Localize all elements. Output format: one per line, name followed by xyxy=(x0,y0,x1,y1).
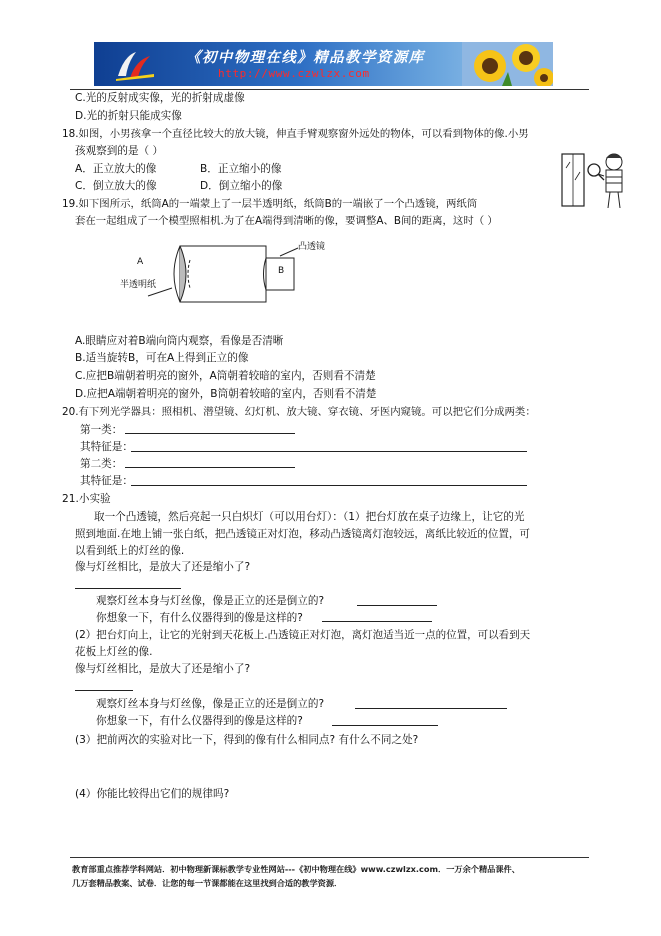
footer-line-1: 教育部重点推荐学科网站．初中物理新课标教学专业性网站---《初中物理在线》www.czwlzx.com．一万余个精品课件、 xyxy=(72,864,520,874)
think-instrument-2: 你想象一下，有什么仪器得到的像是这样的? xyxy=(96,715,303,727)
figure-label-paper: 半透明纸 xyxy=(120,280,157,290)
sunflower-decoration xyxy=(462,42,553,86)
footer-line-2: 几万套精品教案、试卷．让您的每一节课都能在这里找到合适的教学资源． xyxy=(72,878,343,888)
experiment-part-3: (3）把前两次的实验对比一下，得到的像有什么相同点? 有什么不同之处? xyxy=(75,734,419,746)
option-18a: A．正立放大的像 xyxy=(75,163,157,175)
experiment-part-2: (2）把台灯向上，让它的光射到天花板上.凸透镜正对灯泡，离灯泡适当近一点的位置，可以看到天 xyxy=(75,629,531,641)
header-banner xyxy=(94,42,553,86)
feature-1-label: 其特征是： xyxy=(80,441,133,453)
logo-icon xyxy=(114,46,158,82)
question-21: 21.小实验 xyxy=(62,493,111,505)
figure-label-lens: 凸透镜 xyxy=(298,242,326,252)
experiment-part-2-cont: 花板上灯丝的像. xyxy=(75,646,153,658)
boy-magnifier-illustration xyxy=(560,150,630,210)
banner-title: 《初中物理在线》精品教学资源库 xyxy=(186,49,425,66)
feature-2-blank[interactable] xyxy=(131,485,527,486)
option-17c: C.光的反射成实像，光的折射成虚像 xyxy=(75,92,245,104)
question-19-cont: 套在一起组成了一个模型照相机.为了在A端得到清晰的像，要调整A、B间的距离，这时（ ） xyxy=(75,215,498,227)
think-instrument-2-blank[interactable] xyxy=(332,725,438,726)
observe-orientation-2: 观察灯丝本身与灯丝像，像是正立的还是倒立的? xyxy=(96,698,325,710)
observe-orientation-1: 观察灯丝本身与灯丝像，像是正立的还是倒立的? xyxy=(96,595,325,607)
ask-size-2: 像与灯丝相比，是放大了还是缩小了? xyxy=(75,663,251,675)
figure-label-b: B xyxy=(278,266,285,276)
question-18: 18.如图，小男孩拿一个直径比较大的放大镜，伸直手臂观察窗外远处的物体，可以看到物体的像.小男 xyxy=(62,128,529,140)
ask-size-1: 像与灯丝相比，是放大了还是缩小了? xyxy=(75,561,251,573)
question-20: 20.有下列光学器具：照相机、潜望镜、幻灯机、放大镜、穿衣镜、牙医内窥镜。可以把它们分成两类： xyxy=(62,406,536,418)
feature-1-blank[interactable] xyxy=(131,451,527,452)
question-19: 19.如下图所示，纸筒A的一端蒙上了一层半透明纸，纸筒B的一端嵌了一个凸透镜，两纸筒 xyxy=(62,198,478,210)
category-1-blank[interactable] xyxy=(125,433,295,434)
think-instrument-1: 你想象一下，有什么仪器得到的像是这样的? xyxy=(96,612,303,624)
option-18c: C．倒立放大的像 xyxy=(75,180,157,192)
option-19b: B.适当旋转B，可在A上得到正立的像 xyxy=(75,352,249,364)
experiment-intro-3: 以看到纸上的灯丝的像. xyxy=(75,545,185,557)
experiment-intro-1: 取一个凸透镜，然后亮起一只白炽灯（可以用台灯）：（1）把台灯放在桌子边缘上，让它的光 xyxy=(94,511,525,523)
think-instrument-1-blank[interactable] xyxy=(322,621,432,622)
footer-rule xyxy=(70,857,589,858)
option-18b: B．正立缩小的像 xyxy=(200,163,282,175)
option-18d: D．倒立缩小的像 xyxy=(200,180,283,192)
ask-size-1-blank[interactable] xyxy=(75,588,181,589)
category-2-blank[interactable] xyxy=(125,467,295,468)
header-rule xyxy=(70,89,589,90)
experiment-intro-2: 照到地面.在地上铺一张白纸，把凸透镜正对灯泡，移动凸透镜离灯泡较远，离纸比较近的位置，可 xyxy=(75,528,530,540)
experiment-part-4: (4）你能比较得出它们的规律吗? xyxy=(75,788,230,800)
category-1-label: 第一类： xyxy=(80,424,123,436)
option-19a: A.眼睛应对着B端向筒内观察，看像是否清晰 xyxy=(75,335,284,347)
feature-2-label: 其特征是： xyxy=(80,475,133,487)
category-2-label: 第二类： xyxy=(80,458,123,470)
option-19c: C.应把B端朝着明亮的窗外，A筒朝着较暗的室内，否则看不清楚 xyxy=(75,370,376,382)
option-19d: D.应把A端朝着明亮的窗外，B筒朝着较暗的室内，否则看不清楚 xyxy=(75,388,377,400)
observe-orientation-1-blank[interactable] xyxy=(357,605,437,606)
figure-label-a: A xyxy=(137,257,144,267)
option-17d: D.光的折射只能成实像 xyxy=(75,110,182,122)
observe-orientation-2-blank[interactable] xyxy=(355,708,507,709)
ask-size-2-blank[interactable] xyxy=(75,690,133,691)
banner-url: http://www.czwlzx.com xyxy=(218,67,370,80)
question-18-cont: 孩观察到的是（ ） xyxy=(75,145,164,157)
